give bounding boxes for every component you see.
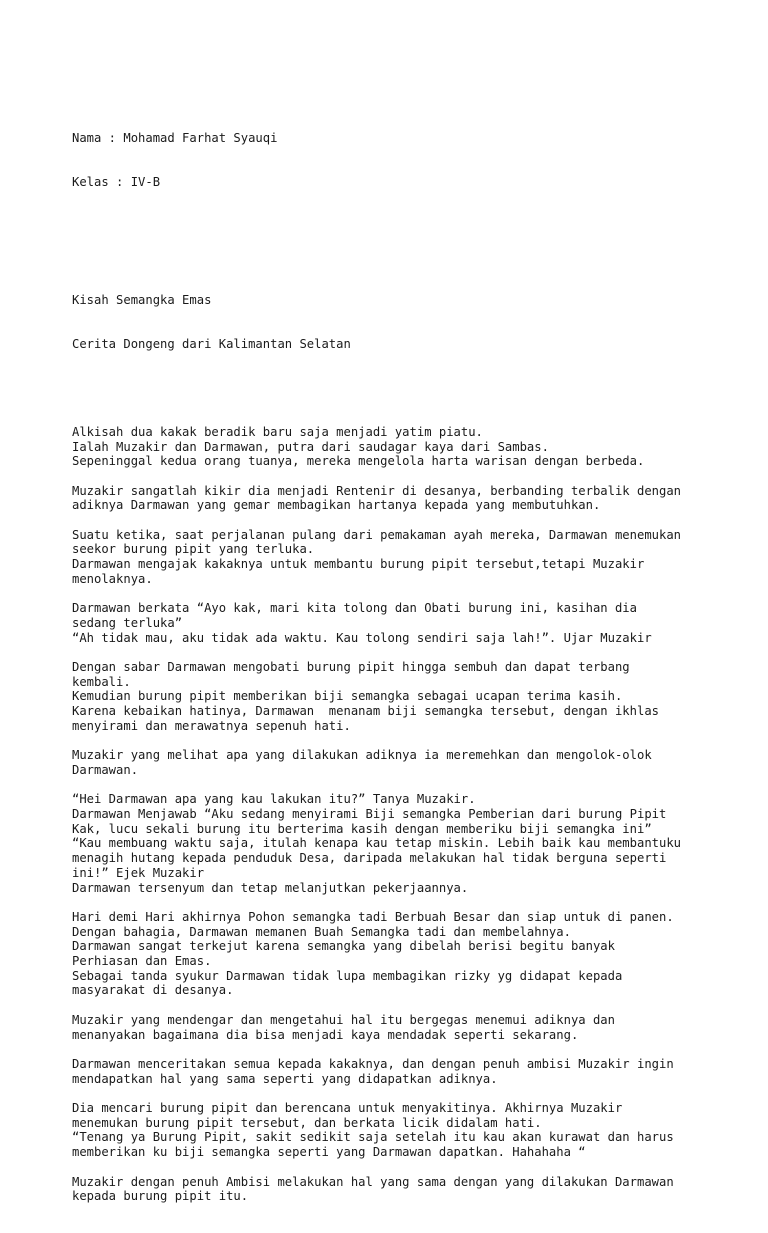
student-info <box>72 101 712 219</box>
paragraph-line: “Ah tidak mau, aku tidak ada waktu. Kau tolong sendiri saja lah!”. Ujar Muzakir <box>72 630 652 645</box>
paragraph-line: Darmawan berkata “Ayo kak, mari kita tolong dan Obati burung ini, kasihan dia <box>72 601 637 616</box>
story-paragraph <box>72 1101 712 1160</box>
story-title: Kisah Semangka Emas <box>72 292 212 307</box>
student-class: Kelas : IV-B <box>72 174 161 189</box>
paragraph-line: masyarakat di desanya. <box>72 983 234 998</box>
story-paragraph <box>72 1057 712 1086</box>
story-body <box>72 425 712 1204</box>
paragraph-line: Muzakir dengan penuh Ambisi melakukan hal yang sama dengan yang dilakukan Darmawan <box>72 1174 674 1189</box>
student-name: Nama : Mohamad Farhat Syauqi <box>72 130 278 145</box>
story-subtitle: Cerita Dongeng dari Kalimantan Selatan <box>72 336 351 351</box>
story-paragraph <box>72 601 712 645</box>
paragraph-line: “Kau membuang waktu saja, itulah kenapa kau tetap miskin. Lebih baik kau membantuku <box>72 836 682 851</box>
paragraph-line: adiknya Darmawan yang gemar membagikan hartanya kepada yang membutuhkan. <box>72 498 601 513</box>
paragraph-line: “Hei Darmawan apa yang kau lakukan itu?” Tanya Muzakir. <box>72 792 476 807</box>
paragraph-line: menolaknya. <box>72 571 153 586</box>
paragraph-line: Perhiasan dan Emas. <box>72 954 212 969</box>
paragraph-line: Darmawan mengajak kakaknya untuk membantu burung pipit tersebut,tetapi Muzakir <box>72 557 645 572</box>
paragraph-line: Dia mencari burung pipit dan berencana untuk menyakitinya. Akhirnya Muzakir <box>72 1101 623 1116</box>
paragraph-line: Dengan sabar Darmawan mengobati burung pipit hingga sembuh dan dapat terbang <box>72 660 630 675</box>
paragraph-line: Darmawan Menjawab “Aku sedang menyirami Biji semangka Pemberian dari burung Pipit <box>72 807 667 822</box>
paragraph-line: Dengan bahagia, Darmawan memanen Buah Semangka tadi dan membelahnya. <box>72 924 571 939</box>
story-paragraph <box>72 1013 712 1042</box>
paragraph-line: Darmawan menceritakan semua kepada kakaknya, dan dengan penuh ambisi Muzakir ingin <box>72 1056 674 1071</box>
paragraph-line: Muzakir sangatlah kikir dia menjadi Rentenir di desanya, berbanding terbalik dengan <box>72 483 682 498</box>
paragraph-line: ini!” Ejek Muzakir <box>72 865 205 880</box>
paragraph-line: mendapatkan hal yang sama seperti yang didapatkan adiknya. <box>72 1071 498 1086</box>
paragraph-line: memberikan ku biji semangka seperti yang Darmawan dapatkan. Hahahaha “ <box>72 1145 586 1160</box>
paragraph-line: Muzakir yang melihat apa yang dilakukan adiknya ia meremehkan dan mengolok-olok <box>72 748 652 763</box>
paragraph-line: Kemudian burung pipit memberikan biji semangka sebagai ucapan terima kasih. <box>72 689 623 704</box>
paragraph-line: Kak, lucu sekali burung itu berterima kasih dengan memberiku biji semangka ini” <box>72 821 652 836</box>
paragraph-line: Alkisah dua kakak beradik baru saja menjadi yatim piatu. <box>72 424 483 439</box>
paragraph-line: menyirami dan merawatnya sepenuh hati. <box>72 718 351 733</box>
document-page <box>72 72 712 1233</box>
story-paragraph <box>72 528 712 587</box>
paragraph-line: “Tenang ya Burung Pipit, sakit sedikit saja setelah itu kau akan kurawat dan harus <box>72 1130 674 1145</box>
paragraph-line: Sebagai tanda syukur Darmawan tidak lupa membagikan rizky yg didapat kepada <box>72 968 623 983</box>
story-heading <box>72 263 712 381</box>
paragraph-line: menanyakan bagaimana dia bisa menjadi kaya mendadak seperti sekarang. <box>72 1027 579 1042</box>
paragraph-line: Karena kebaikan hatinya, Darmawan menanam biji semangka tersebut, dengan ikhlas <box>72 704 659 719</box>
paragraph-line: Darmawan. <box>72 762 139 777</box>
story-paragraph <box>72 425 712 469</box>
story-paragraph <box>72 792 712 895</box>
story-paragraph <box>72 748 712 777</box>
paragraph-line: Ialah Muzakir dan Darmawan, putra dari saudagar kaya dari Sambas. <box>72 439 549 454</box>
paragraph-line: menagih hutang kepada penduduk Desa, daripada melakukan hal tidak berguna seperti <box>72 851 667 866</box>
paragraph-line: Sepeninggal kedua orang tuanya, mereka mengelola harta warisan dengan berbeda. <box>72 454 645 469</box>
paragraph-line: kembali. <box>72 674 131 689</box>
paragraph-line: sedang terluka” <box>72 615 183 630</box>
story-paragraph <box>72 660 712 734</box>
paragraph-line: menemukan burung pipit tersebut, dan berkata licik didalam hati. <box>72 1115 542 1130</box>
paragraph-line: Darmawan tersenyum dan tetap melanjutkan pekerjaannya. <box>72 880 469 895</box>
paragraph-line: Darmawan sangat terkejut karena semangka yang dibelah berisi begitu banyak <box>72 939 615 954</box>
story-paragraph <box>72 1175 712 1204</box>
story-paragraph <box>72 484 712 513</box>
paragraph-line: Suatu ketika, saat perjalanan pulang dari pemakaman ayah mereka, Darmawan menemukan <box>72 527 682 542</box>
paragraph-line: Muzakir yang mendengar dan mengetahui hal itu bergegas menemui adiknya dan <box>72 1012 615 1027</box>
story-paragraph <box>72 910 712 998</box>
paragraph-line: seekor burung pipit yang terluka. <box>72 542 315 557</box>
paragraph-line: Hari demi Hari akhirnya Pohon semangka tadi Berbuah Besar dan siap untuk di panen. <box>72 909 674 924</box>
paragraph-line: kepada burung pipit itu. <box>72 1189 249 1204</box>
